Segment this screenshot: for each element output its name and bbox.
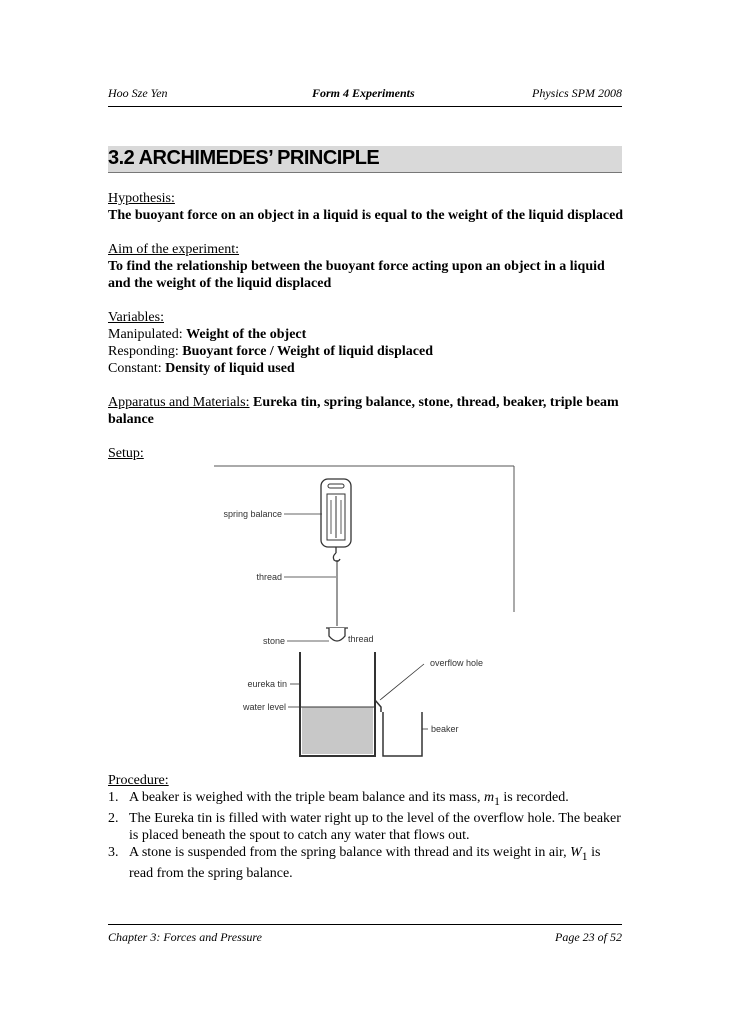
aim-text: To find the relationship between the buoyant force acting upon an object in a liquid and the weight of the liquid displaced <box>108 259 605 291</box>
responding-label: Responding: <box>108 344 183 359</box>
apparatus-label: Apparatus and Materials: <box>108 395 250 410</box>
header-author: Hoo Sze Yen <box>108 86 168 100</box>
step-variable: m <box>483 790 495 805</box>
label-eureka-tin: eureka tin <box>247 679 287 689</box>
step-subscript: 1 <box>581 849 588 863</box>
eureka-tin-icon <box>300 652 381 756</box>
step-number: 2. <box>108 810 119 826</box>
step-text: A beaker is weighed with the triple beam balance and its mass, <box>129 790 484 805</box>
label-spring-balance: spring balance <box>223 509 282 519</box>
step-text-end: is recorded. <box>499 790 569 805</box>
header-center-title: Form 4 Experiments <box>312 86 415 100</box>
label-beaker: beaker <box>431 724 459 734</box>
label-overflow-hole: overflow hole <box>430 658 484 668</box>
label-thread-lower: thread <box>348 634 374 644</box>
label-water-level: water level <box>242 702 286 712</box>
beaker-icon <box>383 712 422 756</box>
footer-chapter: Chapter 3: Forces and Pressure <box>108 930 262 944</box>
footer-page-number: Page 23 of 52 <box>555 930 622 944</box>
spring-balance-icon <box>321 479 351 561</box>
stone-icon <box>326 628 348 641</box>
procedure-label: Procedure: <box>108 773 169 788</box>
step-variable: W <box>570 844 582 860</box>
step-subscript: 1 <box>494 794 500 808</box>
constant-value: Density of liquid used <box>165 361 295 376</box>
procedure-step <box>108 810 626 844</box>
procedure-step <box>108 844 626 882</box>
step-text: The Eureka tin is filled with water right up to the level of the overflow hole. The beaker is placed beneath the spout to catch any water that flows out. <box>129 810 621 843</box>
apparatus-text: Eureka tin, spring balance, stone, thread, beaker, triple beam balance <box>108 395 619 427</box>
hypothesis-label: Hypothesis: <box>108 191 175 206</box>
manipulated-value: Weight of the object <box>186 327 307 342</box>
step-number: 3. <box>108 844 119 860</box>
procedure-section <box>108 772 626 882</box>
section-title: 3.2 ARCHIMEDES’ PRINCIPLE <box>108 147 380 169</box>
step-text: A stone is suspended from the spring balance with thread and its weight in air, <box>129 844 571 860</box>
header-subject: Physics SPM 2008 <box>532 86 622 100</box>
responding-value: Buoyant force / Weight of liquid displaced <box>182 344 434 359</box>
label-stone: stone <box>262 636 285 646</box>
label-thread-upper: thread <box>256 572 282 582</box>
procedure-list <box>108 789 626 882</box>
water-fill <box>302 707 373 754</box>
setup-label: Setup: <box>108 446 144 461</box>
procedure-step <box>108 789 626 810</box>
step-text-end: is read from the spring balance. <box>129 844 601 881</box>
constant-label: Constant: <box>108 361 166 376</box>
manipulated-label: Manipulated: <box>108 327 187 342</box>
aim-label: Aim of the experiment: <box>108 242 240 257</box>
step-number: 1. <box>108 790 119 805</box>
hypothesis-text: The buoyant force on an object in a liquid is equal to the weight of the liquid displaced <box>108 208 624 223</box>
page-footer <box>108 924 622 946</box>
variables-label: Variables: <box>108 310 164 325</box>
